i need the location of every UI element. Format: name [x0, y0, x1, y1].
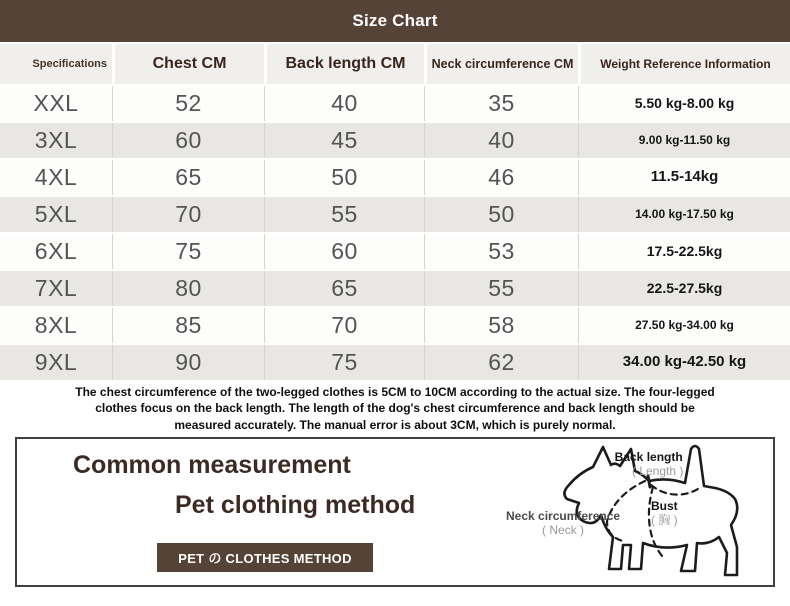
weight-cell: 17.5-22.5kg [578, 234, 790, 269]
table-row [0, 158, 790, 195]
col-header-chest: Chest CM [112, 44, 264, 84]
table-body [0, 84, 790, 380]
back-length-label: Back length ( Length ) [614, 450, 684, 479]
chest-cell: 52 [112, 86, 264, 121]
size-cell: 9XL [34, 349, 78, 375]
chest-cell: 85 [112, 308, 264, 343]
neck-cell: 50 [424, 197, 578, 232]
col-header-back-length: Back length CM [264, 44, 424, 84]
table-row [0, 232, 790, 269]
back-cell: 70 [264, 308, 424, 343]
size-cell: XXL [33, 90, 79, 116]
table-row [0, 306, 790, 343]
weight-cell: 22.5-27.5kg [578, 271, 790, 306]
col-header-specifications: Specifications [32, 58, 107, 70]
size-cell: 5XL [34, 201, 78, 227]
weight-cell: 34.00 kg-42.50 kg [578, 345, 790, 380]
back-cell: 65 [264, 271, 424, 306]
back-cell: 55 [264, 197, 424, 232]
neck-cell: 53 [424, 234, 578, 269]
size-cell: 6XL [34, 238, 78, 264]
table-row [0, 269, 790, 306]
weight-cell: 27.50 kg-34.00 kg [578, 308, 790, 343]
neck-cell: 46 [424, 160, 578, 195]
measurement-panel [15, 437, 775, 587]
chest-cell: 80 [112, 271, 264, 306]
back-cell: 45 [264, 123, 424, 158]
neck-circumference-label: Neck circumference ( Neck ) [506, 509, 621, 538]
bust-label: Bust ( 胸 ) [651, 499, 678, 528]
size-cell: 3XL [34, 127, 78, 153]
size-table [0, 44, 790, 380]
weight-cell: 14.00 kg-17.50 kg [578, 197, 790, 232]
table-row [0, 195, 790, 232]
back-cell: 40 [264, 86, 424, 121]
chest-cell: 65 [112, 160, 264, 195]
size-cell: 7XL [34, 275, 78, 301]
chest-cell: 60 [112, 123, 264, 158]
chest-cell: 70 [112, 197, 264, 232]
table-row [0, 84, 790, 121]
weight-cell: 9.00 kg-11.50 kg [578, 123, 790, 158]
chest-cell: 90 [112, 345, 264, 380]
neck-cell: 58 [424, 308, 578, 343]
col-header-weight: Weight Reference Information [578, 44, 790, 84]
weight-cell: 11.5-14kg [578, 160, 790, 195]
panel-heading-2: Pet clothing method [175, 491, 416, 519]
chest-cell: 75 [112, 234, 264, 269]
title-bar [0, 0, 790, 44]
table-header-row [0, 44, 790, 84]
pet-clothes-method-button[interactable]: PET の CLOTHES METHOD [157, 543, 373, 572]
back-cell: 75 [264, 345, 424, 380]
neck-cell: 55 [424, 271, 578, 306]
table-row [0, 343, 790, 380]
measurement-note [0, 380, 790, 437]
size-cell: 8XL [34, 312, 78, 338]
size-cell: 4XL [34, 164, 78, 190]
panel-heading-1: Common measurement [73, 451, 351, 479]
neck-cell: 35 [424, 86, 578, 121]
note-text: The chest circumference of the two-legged clothes is 5CM to 10CM according to the actual size. The four-legged clothes focus on the back length. The length of the dog's chest circumference and back length should be measured accurately. The manual error is about 3CM, which is purely normal. [75, 384, 715, 432]
weight-cell: 5.50 kg-8.00 kg [578, 86, 790, 121]
back-cell: 60 [264, 234, 424, 269]
table-row [0, 121, 790, 158]
col-header-neck: Neck circumference CM [424, 44, 578, 84]
neck-cell: 40 [424, 123, 578, 158]
neck-cell: 62 [424, 345, 578, 380]
page-title: Size Chart [352, 11, 438, 30]
back-cell: 50 [264, 160, 424, 195]
